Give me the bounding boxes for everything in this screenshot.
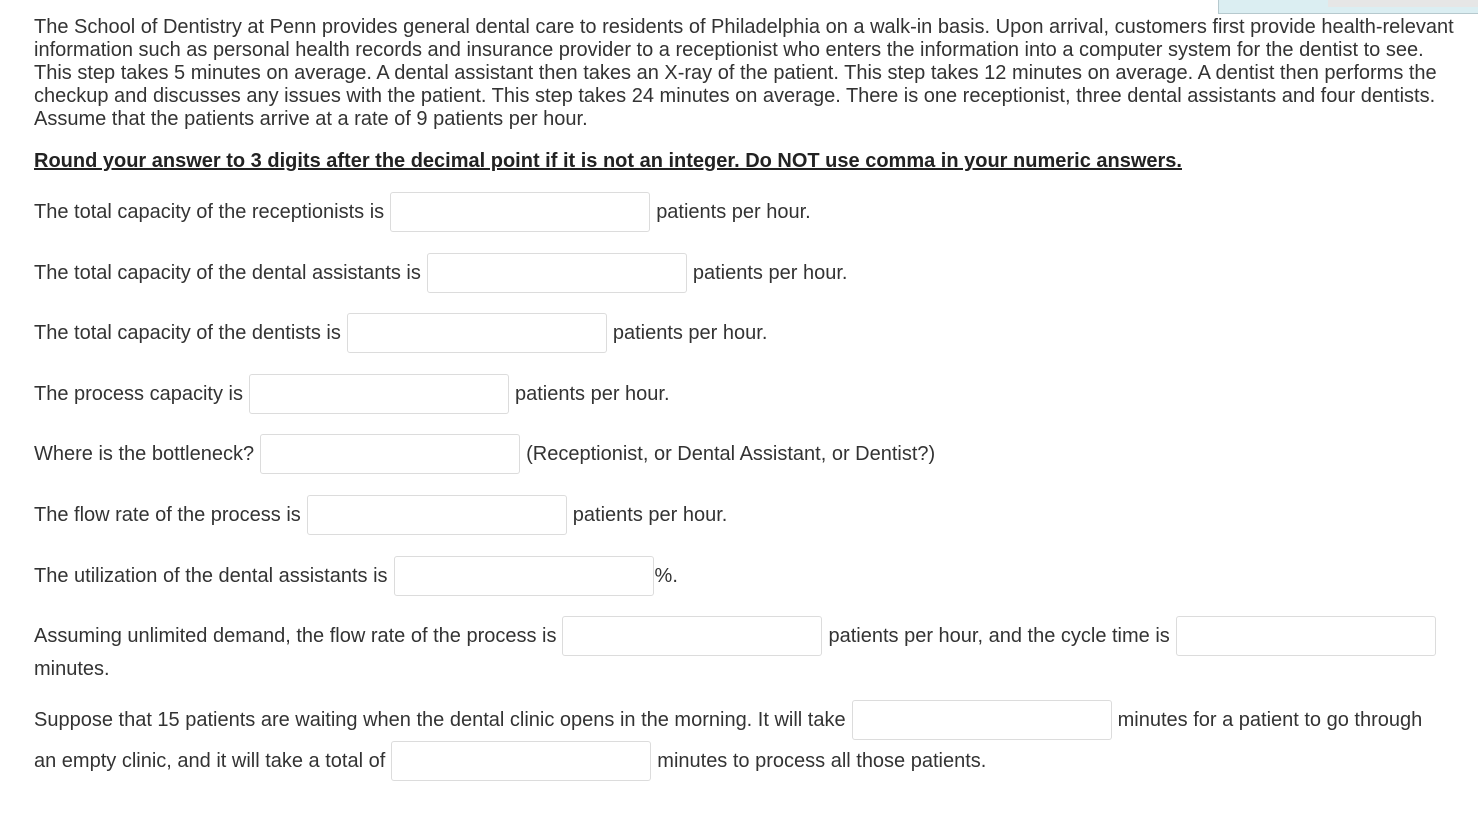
unlimited-flow-rate-input[interactable] — [562, 616, 822, 656]
process-capacity-input[interactable] — [249, 374, 509, 414]
question-waiting-patients — [34, 700, 1422, 740]
question-prefix: The process capacity is — [34, 383, 243, 405]
question-suffix: patients per hour. — [572, 504, 728, 526]
question-waiting-patients-line2 — [34, 741, 986, 781]
question-suffix: (Receptionist, or Dental Assistant, or Dentist?) — [526, 443, 936, 465]
question-dentist-capacity — [34, 313, 767, 353]
question-middle: an empty clinic, and it will take a total of — [34, 750, 386, 772]
assistant-utilization-input[interactable] — [394, 556, 654, 596]
question-suffix: minutes to process all those patients. — [657, 750, 987, 772]
question-receptionist-capacity — [34, 192, 811, 232]
dentist-capacity-input[interactable] — [347, 313, 607, 353]
question-prefix: The utilization of the dental assistants is — [34, 565, 388, 587]
assistant-capacity-input[interactable] — [427, 253, 687, 293]
question-process-capacity — [34, 374, 670, 414]
question-bottleneck — [34, 434, 935, 474]
question-suffix: %. — [654, 565, 678, 587]
question-unlimited-demand — [34, 616, 1442, 656]
question-prefix: The flow rate of the process is — [34, 504, 301, 526]
question-middle: patients per hour, and the cycle time is — [828, 625, 1170, 647]
question-suffix: patients per hour. — [514, 383, 670, 405]
rounding-instruction: Round your answer to 3 digits after the decimal point if it is not an integer. Do NOT use comma in your numeric answers. — [34, 150, 1182, 172]
problem-statement: The School of Dentistry at Penn provides general dental care to residents of Philadelphia on a walk-in basis. Upon arrival, customers first provide health-relevant information such as personal health records and insurance provider to a receptionist who enters the information into a computer system for the dentist to see. This step takes 5 minutes on average. A dental assistant then takes an X-ray of the patient. This step takes 12 minutes on average. A dentist then performs the checkup and discusses any issues with the patient. This step takes 24 minutes on average. There is one receptionist, three dental assistants and four dentists. Assume that the patients arrive at a rate of 9 patients per hour. — [34, 16, 1454, 130]
question-assistant-utilization — [34, 556, 678, 596]
question-assistant-capacity — [34, 253, 847, 293]
question-suffix: patients per hour. — [656, 201, 811, 223]
toolbar-segment — [1328, 0, 1478, 7]
question-unlimited-demand-suffix: minutes. — [34, 658, 110, 680]
total-process-time-input[interactable] — [391, 741, 651, 781]
question-prefix: Assuming unlimited demand, the flow rate of the process is — [34, 625, 557, 647]
bottleneck-input[interactable] — [260, 434, 520, 474]
question-prefix: Where is the bottleneck? — [34, 443, 255, 465]
flow-time-input[interactable] — [852, 700, 1112, 740]
question-suffix: patients per hour. — [692, 262, 848, 284]
question-prefix: The total capacity of the dental assistants is — [34, 262, 421, 284]
cycle-time-input[interactable] — [1176, 616, 1436, 656]
top-toolbar-strip — [1218, 0, 1478, 14]
question-flow-rate — [34, 495, 727, 535]
question-prefix: The total capacity of the receptionists is — [34, 201, 385, 223]
question-middle: minutes for a patient to go through — [1117, 709, 1423, 731]
receptionist-capacity-input[interactable] — [390, 192, 650, 232]
question-prefix: Suppose that 15 patients are waiting when the dental clinic opens in the morning. It will take — [34, 709, 846, 731]
question-suffix: patients per hour. — [612, 322, 768, 344]
question-prefix: The total capacity of the dentists is — [34, 322, 341, 344]
flow-rate-input[interactable] — [307, 495, 567, 535]
